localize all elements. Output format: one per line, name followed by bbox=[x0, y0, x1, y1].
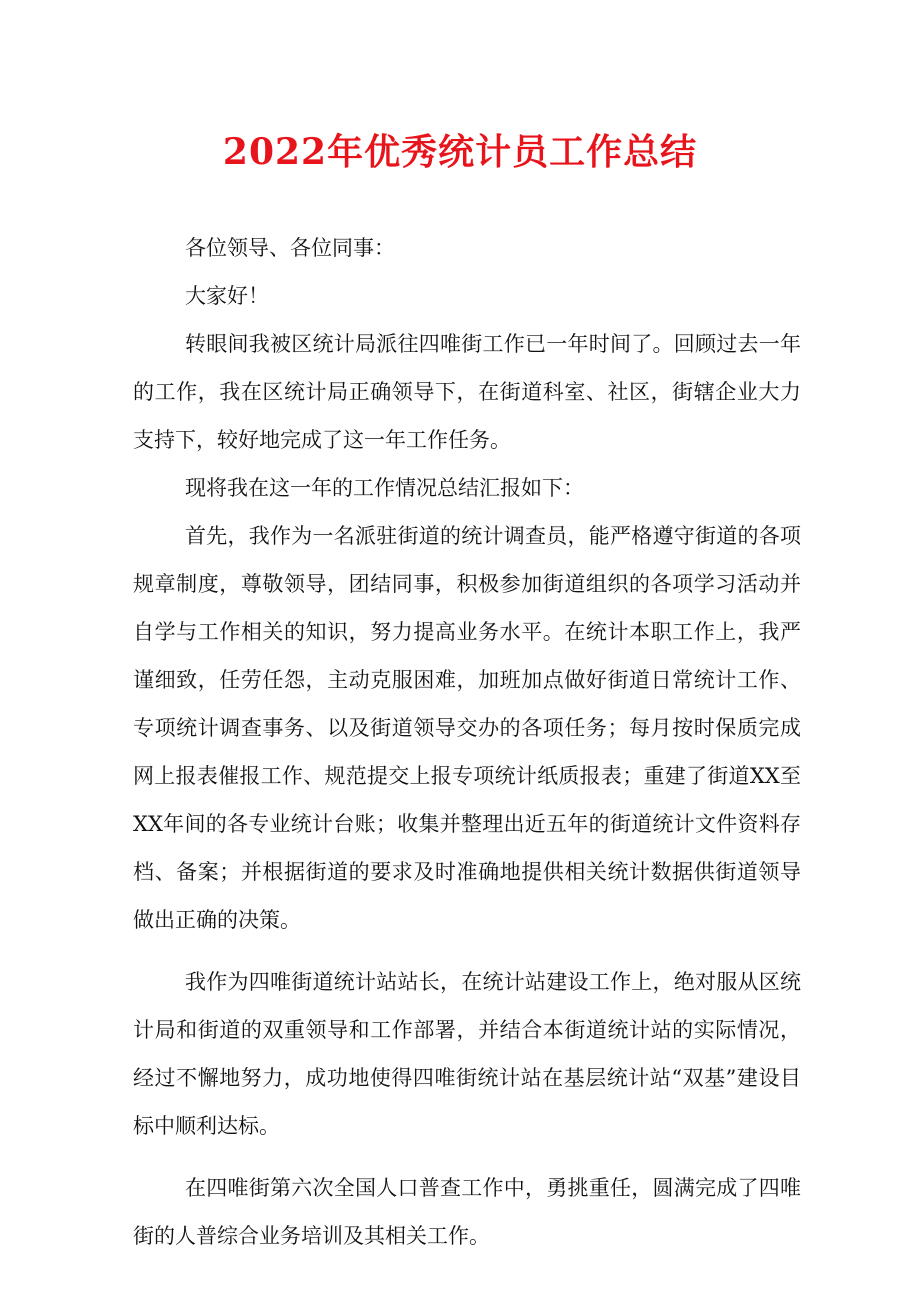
paragraph-intro: 转眼间我被区统计局派往四唯街工作已一年时间了。回顾过去一年的工作，我在区统计局正确领导下，在街道科室、社区，街辖企业大力支持下，较好地完成了这一年工作任务。 bbox=[133, 332, 801, 452]
paragraph-report-lead: 现将我在这一年的工作情况总结汇报如下： bbox=[185, 476, 584, 500]
paragraph-station-building: 我作为四唯街道统计站站长，在统计站建设工作上，绝对服从区统计局和街道的双重领导和工作部署，并结合本街道统计站的实际情况，经过不懈地努力，成功地使得四唯街统计站在基层统计站“双基”建设目标中顺利达标。 bbox=[133, 970, 801, 1138]
paragraph-duties: 首先，我作为一名派驻街道的统计调查员，能严格遵守街道的各项规章制度，尊敬领导，团结同事，积极参加街道组织的各项学习活动并自学与工作相关的知识，努力提高业务水平。在统计本职工作上，我严谨细致，任劳任怨，主动克服困难，加班加点做好街道日常统计工作、专项统计调查事务、以及街道领导交办的各项任务；每月按时保质完成网上报表催报工作、规范提交上报专项统计纸质报表；重建了街道XX至XX年间的各专业统计台账；收集并整理出近五年的街道统计文件资料存档、备案；并根据街道的要求及时准确地提供相关统计数据供街道领导做出正确的决策。 bbox=[133, 524, 801, 932]
document-title: 2022年优秀统计员工作总结 bbox=[222, 131, 698, 173]
document-body bbox=[133, 224, 801, 1260]
paragraph-census: 在四唯街第六次全国人口普查工作中，勇挑重任，圆满完成了四唯街的人普综合业务培训及其相关工作。 bbox=[133, 1176, 801, 1248]
paragraph-greeting: 大家好！ bbox=[185, 284, 269, 308]
paragraph-salutation: 各位领导、各位同事： bbox=[185, 236, 395, 260]
